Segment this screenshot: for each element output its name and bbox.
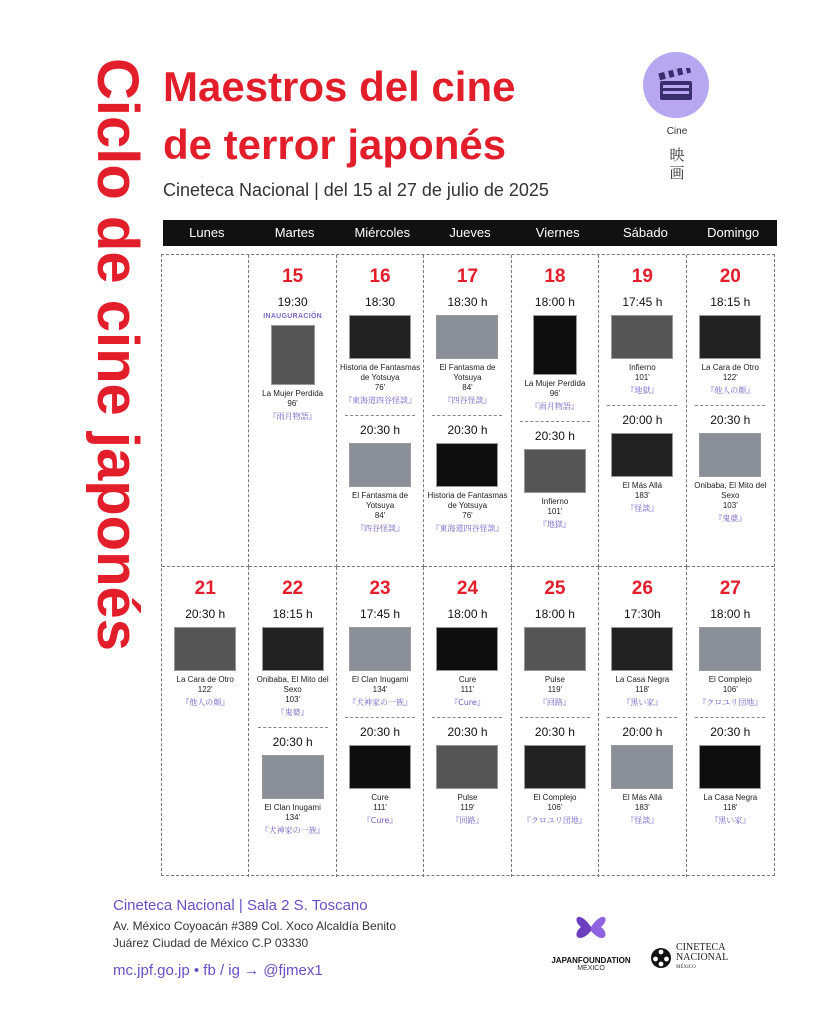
page-title — [163, 58, 515, 174]
film-duration: 118' — [723, 803, 738, 812]
film-still — [699, 433, 761, 477]
day-cell — [512, 255, 599, 567]
screening-time: 20:30 h — [534, 725, 575, 739]
film-japanese-title: 『鬼婆』 — [714, 514, 747, 523]
film-japanese-title: 『雨月物語』 — [268, 412, 317, 421]
screening-time: 20:30 h — [710, 725, 751, 739]
day-cell — [162, 255, 249, 567]
film-japanese-title: 『雨月物語』 — [530, 402, 579, 411]
screening[interactable] — [249, 734, 335, 837]
screening-time: 20:30 h — [360, 725, 401, 739]
opening-badge: INAUGURACIÓN — [263, 313, 323, 320]
day-cell — [424, 255, 511, 567]
date-number: 22 — [282, 578, 304, 599]
film-japanese-title: 『回路』 — [451, 816, 484, 825]
film-title: El Complejo — [708, 675, 752, 684]
film-title: El Complejo — [533, 793, 577, 802]
page-subtitle: Cineteca Nacional | del 15 al 27 de julio de 2025 — [163, 180, 549, 200]
weekday-label: Domingo — [707, 225, 760, 240]
film-title: Infierno — [541, 497, 569, 506]
screening-time: 18:30 — [365, 295, 396, 309]
film-title: Cure — [458, 675, 477, 684]
date-number: 25 — [544, 578, 566, 599]
film-japanese-title: 『Cure』 — [450, 698, 485, 707]
film-title: La Cara de Otro — [176, 675, 234, 684]
date-number: 18 — [544, 266, 566, 287]
film-duration: 103' — [285, 695, 301, 704]
screening[interactable] — [599, 412, 685, 515]
screening-time: 18:00 h — [534, 607, 575, 621]
screening-time: 20:30 h — [185, 607, 226, 621]
film-duration: 76' — [462, 511, 473, 520]
film-duration: 122' — [722, 373, 738, 382]
screening-time: 20:30 h — [447, 423, 488, 437]
cine-badge — [643, 52, 709, 118]
film-duration: 183' — [634, 803, 650, 812]
weekday-label: Viernes — [535, 225, 580, 240]
screening[interactable] — [424, 294, 510, 407]
film-duration: 101' — [634, 373, 650, 382]
weekday-header — [163, 220, 777, 246]
film-still — [524, 627, 586, 671]
film-still — [436, 745, 498, 789]
film-duration: 183' — [634, 491, 650, 500]
film-title: Historia de Fantasmas de Yotsuya — [427, 491, 508, 510]
cineteca-name-2: NACIONAL — [676, 952, 729, 963]
film-duration: 111' — [460, 685, 475, 694]
separator — [607, 405, 677, 406]
film-title: La Mujer Perdida — [524, 379, 586, 388]
screening-time: 20:30 h — [710, 413, 751, 427]
film-duration: 84' — [462, 383, 473, 392]
screening-time: 18:00 h — [534, 295, 575, 309]
film-title: Historia de Fantasmas de Yotsuya — [340, 363, 421, 382]
film-still — [262, 755, 324, 799]
film-title: El Fantasma de Yotsuya — [352, 491, 409, 510]
film-japanese-title: 『他人の顔』 — [181, 698, 230, 707]
film-japanese-title: 『四谷怪談』 — [356, 524, 405, 533]
jf-name: JAPANFOUNDATION — [551, 956, 631, 965]
separator — [607, 717, 677, 718]
cine-kanji: 映画 — [669, 146, 685, 182]
screening-time: 18:15 h — [272, 607, 313, 621]
film-japanese-title: 『黒い家』 — [710, 816, 751, 825]
day-cell — [249, 255, 336, 567]
film-title: El Clan Inugami — [264, 803, 321, 812]
film-duration: 122' — [197, 685, 213, 694]
screening-time: 18:15 h — [710, 295, 751, 309]
separator — [695, 717, 765, 718]
screening[interactable] — [249, 294, 335, 423]
film-still — [699, 745, 761, 789]
date-number: 26 — [631, 578, 653, 599]
film-duration: 134' — [372, 685, 388, 694]
weekday-label: Martes — [274, 225, 315, 240]
screening-time: 17:45 h — [360, 607, 401, 621]
film-japanese-title: 『Cure』 — [362, 816, 398, 825]
cineteca-logo — [650, 938, 760, 978]
weekday-label: Sábado — [623, 225, 668, 240]
date-number: 17 — [456, 266, 479, 287]
day-cell — [337, 567, 424, 877]
film-japanese-title: 『クロユリ団地』 — [522, 816, 587, 825]
film-still — [271, 325, 315, 385]
film-duration: 76' — [374, 383, 386, 392]
film-still — [349, 443, 411, 487]
film-japanese-title: 『犬神家の一族』 — [260, 826, 325, 835]
screening[interactable] — [337, 724, 423, 827]
screening[interactable] — [512, 428, 598, 531]
film-still — [436, 443, 498, 487]
film-title: El Fantasma de Yotsuya — [439, 363, 496, 382]
calendar-grid — [161, 254, 775, 876]
film-japanese-title: 『クロユリ団地』 — [698, 698, 763, 707]
screening[interactable] — [599, 724, 685, 827]
screening-time: 18:00 h — [447, 607, 488, 621]
date-number: 23 — [369, 578, 391, 599]
jf-sub: MÉXICO — [577, 965, 605, 972]
separator — [520, 421, 590, 422]
film-reel-icon — [650, 947, 672, 969]
social-links[interactable]: mc.jpf.go.jp • fb / ig → @fjmex1 — [113, 962, 323, 979]
screening-time: 19:30 — [277, 295, 308, 309]
date-number: 15 — [282, 266, 304, 287]
film-still — [611, 315, 673, 359]
film-duration: 106' — [722, 685, 738, 694]
film-japanese-title: 『地獄』 — [538, 520, 571, 529]
day-cell — [599, 567, 686, 877]
film-title: Onibaba, El Mito del Sexo — [694, 481, 767, 500]
separator — [520, 717, 590, 718]
film-still — [436, 315, 498, 359]
screening[interactable] — [687, 724, 774, 827]
screening-time: 20:30 h — [272, 735, 313, 749]
date-number: 27 — [719, 578, 741, 599]
film-still — [611, 627, 673, 671]
film-title: El Más Allá — [622, 793, 663, 802]
address-text: Av. México Coyoacán #389 Col. Xoco Alcaldía Benito Juárez Ciudad de México C.P 03330 — [113, 919, 397, 950]
japan-foundation-logo — [546, 905, 636, 985]
screening[interactable] — [337, 422, 423, 535]
film-japanese-title: 『怪談』 — [626, 816, 659, 825]
day-cell — [337, 255, 424, 567]
cine-label: Cine — [666, 126, 688, 137]
date-number: 16 — [369, 266, 391, 287]
film-duration: 119' — [460, 803, 475, 812]
film-title: El Más Allá — [622, 481, 663, 490]
separator — [432, 415, 502, 416]
screening-time: 20:30 h — [447, 725, 488, 739]
screening-time: 20:30 h — [534, 429, 575, 443]
film-title: La Mujer Perdida — [262, 389, 324, 398]
screening-time: 20:30 h — [360, 423, 401, 437]
weekday-label: Jueves — [449, 225, 491, 240]
separator — [345, 717, 415, 718]
screening[interactable] — [599, 294, 685, 397]
weekday-label: Miércoles — [354, 225, 411, 240]
film-still — [611, 433, 673, 477]
vertical-title: Ciclo de cine japonés — [85, 58, 150, 652]
film-japanese-title: 『怪談』 — [626, 504, 659, 513]
film-japanese-title: 『地獄』 — [626, 386, 659, 395]
screening[interactable] — [162, 606, 248, 709]
separator — [345, 415, 415, 416]
title-line-2: de terror japonés — [163, 121, 507, 168]
film-duration: 106' — [547, 803, 563, 812]
film-japanese-title: 『鬼婆』 — [276, 708, 309, 717]
film-still — [436, 627, 498, 671]
screening[interactable] — [512, 724, 598, 827]
screening-time: 17:30h — [624, 607, 661, 621]
film-still — [349, 627, 411, 671]
separator — [695, 405, 765, 406]
screening[interactable] — [424, 724, 510, 827]
date-number: 19 — [631, 266, 653, 287]
date-number: 21 — [194, 578, 216, 599]
film-still — [349, 315, 411, 359]
film-still — [699, 627, 761, 671]
weekday-label: Lunes — [189, 225, 225, 240]
separator — [432, 717, 502, 718]
screening-time: 20:00 h — [622, 725, 663, 739]
film-still — [174, 627, 236, 671]
film-still — [262, 627, 324, 671]
film-japanese-title: 『黒い家』 — [622, 698, 663, 707]
film-still — [533, 315, 577, 375]
film-title: Infierno — [629, 363, 656, 372]
day-cell — [687, 255, 774, 567]
screening[interactable] — [687, 294, 774, 397]
film-still — [524, 449, 586, 493]
separator — [258, 727, 328, 728]
day-cell — [687, 567, 774, 877]
title-line-1: Maestros del cine — [163, 63, 516, 110]
day-cell — [512, 567, 599, 877]
screening[interactable] — [512, 606, 598, 709]
screening[interactable] — [424, 606, 510, 709]
film-japanese-title: 『他人の顔』 — [706, 386, 755, 395]
day-cell — [249, 567, 336, 877]
film-duration: 84' — [374, 511, 386, 520]
film-duration: 119' — [547, 685, 563, 694]
screening-time: 18:00 h — [710, 607, 751, 621]
screening[interactable] — [424, 422, 510, 535]
film-duration: 111' — [373, 803, 387, 812]
film-title: Pulse — [544, 675, 565, 684]
film-japanese-title: 『東海道四谷怪談』 — [431, 524, 504, 533]
film-title: La Cara de Otro — [701, 363, 759, 372]
venue-line: Cineteca Nacional | Sala 2 S. Toscano — [113, 897, 368, 914]
film-japanese-title: 『四谷怪談』 — [443, 396, 492, 405]
film-duration: 118' — [635, 685, 650, 694]
film-duration: 96' — [549, 389, 561, 398]
screening[interactable] — [687, 606, 774, 709]
film-title: Pulse — [457, 793, 478, 802]
screening[interactable] — [512, 294, 598, 413]
film-japanese-title: 『犬神家の一族』 — [348, 698, 413, 707]
film-duration: 101' — [547, 507, 563, 516]
screening[interactable] — [687, 412, 774, 525]
screening[interactable] — [337, 606, 423, 709]
film-still — [699, 315, 761, 359]
film-still — [349, 745, 411, 789]
cineteca-name-1: CINETECA — [676, 942, 726, 953]
film-title: La Casa Negra — [615, 675, 670, 684]
film-title: El Clan Inugami — [351, 675, 409, 684]
film-japanese-title: 『回路』 — [538, 698, 571, 707]
screening[interactable] — [599, 606, 685, 709]
clapperboard-icon — [657, 68, 695, 102]
day-cell — [424, 567, 511, 877]
screening-time: 17:45 h — [622, 295, 663, 309]
date-number: 20 — [719, 266, 741, 287]
film-still — [611, 745, 673, 789]
film-duration: 96' — [287, 399, 298, 408]
date-number: 24 — [456, 578, 479, 599]
film-japanese-title: 『東海道四谷怪談』 — [344, 396, 417, 405]
film-duration: 103' — [722, 501, 738, 510]
film-title: La Casa Negra — [703, 793, 758, 802]
butterfly-icon — [569, 905, 613, 949]
film-title: Cure — [371, 793, 389, 802]
screening-time: 18:30 h — [447, 295, 488, 309]
screening[interactable] — [337, 294, 423, 407]
screening-time: 20:00 h — [622, 413, 663, 427]
day-cell — [162, 567, 249, 877]
day-cell — [599, 255, 686, 567]
screening[interactable] — [249, 606, 335, 719]
film-duration: 134' — [285, 813, 301, 822]
film-title: Onibaba, El Mito del Sexo — [256, 675, 329, 694]
film-still — [524, 745, 586, 789]
cineteca-sub: MÉXICO — [676, 965, 696, 970]
